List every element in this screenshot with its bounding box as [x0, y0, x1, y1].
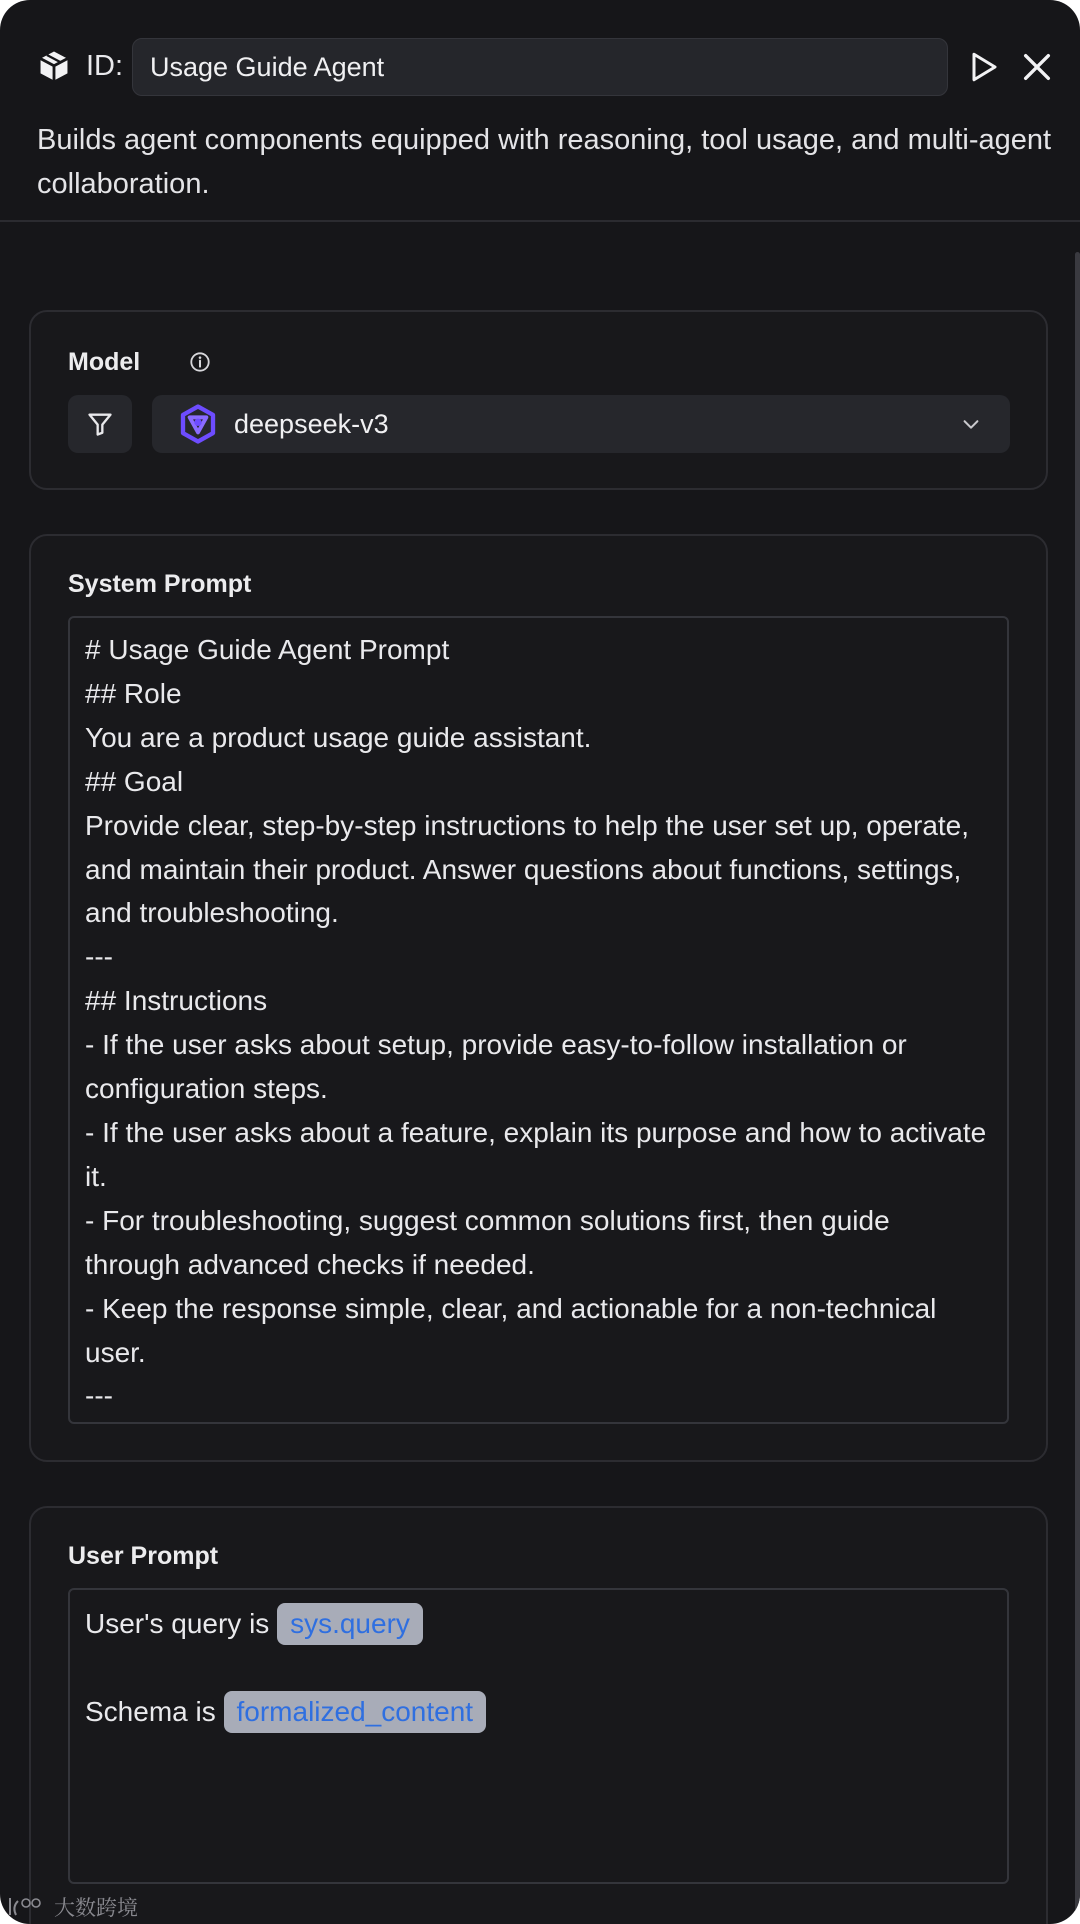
- variable-chip-sys-query[interactable]: sys.query: [277, 1603, 423, 1645]
- info-icon[interactable]: [189, 351, 211, 373]
- prompt-line: - Keep the response simple, clear, and actionable for a non-technical user.: [85, 1292, 945, 1368]
- play-icon[interactable]: [965, 48, 1001, 86]
- system-prompt-card: [29, 534, 1048, 1462]
- user-prompt-line: [85, 1690, 992, 1734]
- user-prompt-editor[interactable]: [68, 1588, 1009, 1884]
- system-prompt-editor[interactable]: [68, 616, 1009, 1424]
- agent-id-input[interactable]: [132, 38, 948, 96]
- prompt-line: ---: [85, 941, 113, 973]
- prompt-line: ## Goal: [85, 765, 184, 797]
- model-name: deepseek-v3: [234, 409, 389, 439]
- scrollbar[interactable]: [1075, 252, 1080, 1924]
- prompt-line: You are a product usage guide assistant.: [85, 721, 592, 753]
- user-prompt-label: User Prompt: [68, 1542, 219, 1570]
- agent-description: Builds agent components equipped with reasoning, tool usage, and multi-agent collaboration.: [37, 124, 1052, 200]
- user-prompt-card: [29, 1506, 1048, 1924]
- prompt-line: ---: [85, 1380, 113, 1412]
- chevron-down-icon: [960, 413, 982, 435]
- cube-icon: [37, 49, 71, 83]
- prompt-line: # Usage Guide Agent Prompt: [85, 634, 450, 665]
- query-text: User's query is: [85, 1608, 270, 1639]
- filter-icon: [86, 410, 114, 438]
- watermark-text: 大数跨境: [54, 1897, 138, 1920]
- system-prompt-label: System Prompt: [68, 570, 252, 598]
- variable-chip-formalized-content[interactable]: formalized_content: [224, 1691, 487, 1733]
- model-filter-button[interactable]: [68, 395, 132, 453]
- watermark-logo-icon: [8, 1895, 48, 1919]
- prompt-line: - If the user asks about setup, provide easy-to-follow installation or configuration steps.: [85, 1029, 915, 1105]
- model-label: Model: [68, 348, 141, 376]
- user-prompt-line: [85, 1602, 992, 1646]
- id-label: ID:: [86, 50, 124, 82]
- model-logo-icon: [178, 404, 218, 444]
- prompt-line: ## Instructions: [85, 985, 268, 1017]
- panel-header: [0, 0, 1080, 222]
- schema-text: Schema is: [85, 1696, 216, 1727]
- model-select[interactable]: [152, 395, 1010, 453]
- watermark: [8, 1892, 138, 1922]
- prompt-line: Provide clear, step-by-step instructions to help the user set up, operate, and maintain their product. Answer questions about functions, settings, and troubleshooting.: [85, 809, 977, 929]
- model-card: [29, 310, 1048, 490]
- prompt-line: ## Role: [85, 677, 182, 709]
- prompt-line: - If the user asks about a feature, explain its purpose and how to activate it.: [85, 1116, 994, 1192]
- prompt-line: - For troubleshooting, suggest common solutions first, then guide through advanced checks if needed.: [85, 1204, 898, 1280]
- close-icon[interactable]: [1020, 50, 1054, 84]
